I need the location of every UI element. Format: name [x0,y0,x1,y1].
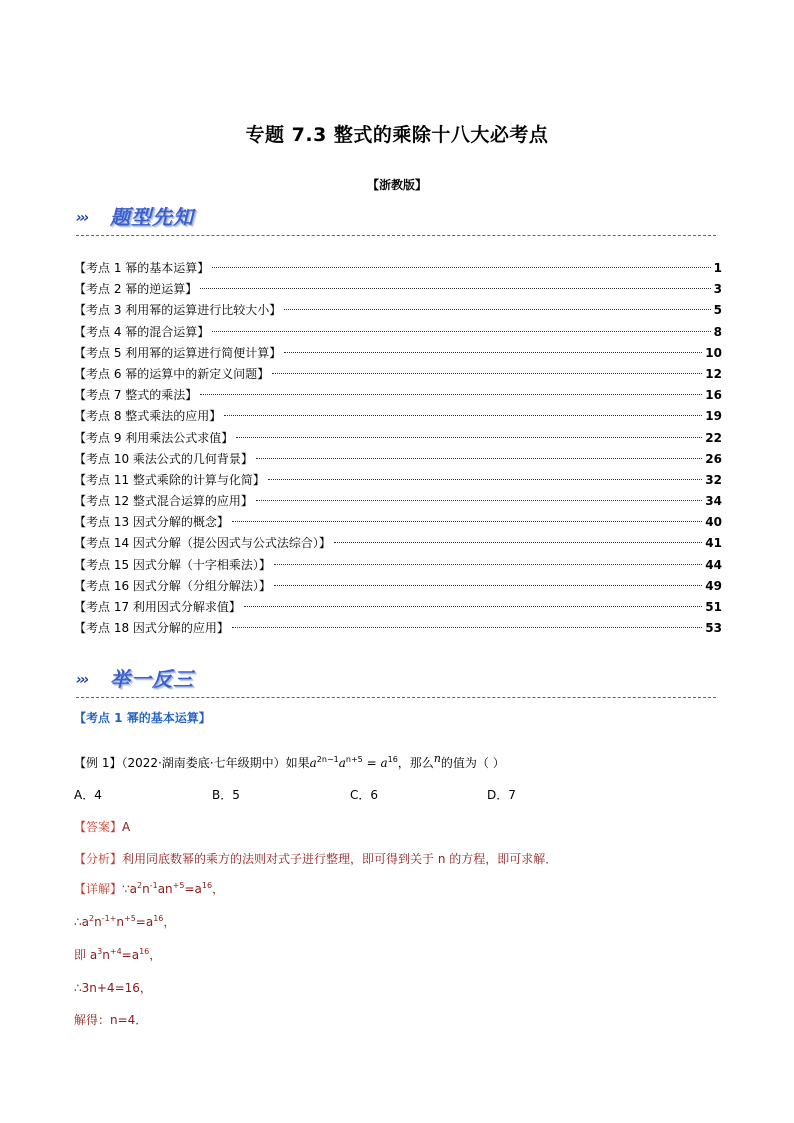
step-text: 即 a [74,948,98,962]
banner-arrows-icon: ››› [76,672,88,688]
toc-leader [268,479,702,480]
step-text: ， [149,948,162,962]
toc-item-label: 【考点 17 利用因式分解求值】 [74,600,241,614]
toc-item[interactable] [74,449,722,470]
toc-item[interactable] [74,322,722,343]
toc-item-label: 【考点 1 幂的基本运算】 [74,261,210,275]
step-text: n [142,882,150,896]
section-heading: 【考点 1 幂的基本运算】 [74,711,211,725]
step-text: ∴3n+4=16， [74,981,152,995]
toc-item[interactable] [74,343,722,364]
toc-item[interactable] [74,258,722,279]
step-exponent: 16 [201,881,213,890]
formula-exponent: n+5 [345,755,363,764]
step-exponent: 3 [97,947,103,956]
toc-item[interactable] [74,576,722,597]
toc-item-label: 【考点 6 幂的运算中的新定义问题】 [74,366,270,381]
option-c[interactable]: C．6 [350,788,379,802]
formula-exponent: 16 [387,755,398,764]
toc-item-page: 22 [705,430,722,445]
toc-item[interactable] [74,428,722,449]
formula-exponent: 2n−1 [316,755,339,764]
question-suffix: ，那么 [397,756,434,770]
toc-item-label: 【考点 5 利用幂的运算进行简便计算】 [74,345,282,360]
toc-item-page: 40 [705,515,722,530]
detail-step-4 [74,979,152,996]
toc-leader [212,267,710,268]
formula-base: a [338,756,346,770]
toc-item-label: 【考点 14 因式分解（提公因式与公式法综合）】 [74,536,331,551]
toc-item-label: 【考点 3 利用幂的运算进行比较大小】 [74,303,282,318]
toc-leader [274,564,702,565]
toc-item-page: 44 [705,557,722,572]
step-exponent: -1 [149,881,158,890]
step-exponent: +5 [172,881,185,890]
toc-item-label: 【考点 4 幂的混合运算】 [74,324,210,339]
option-d[interactable]: D．7 [487,788,516,802]
step-exponent: 16 [153,914,164,923]
toc-item[interactable] [74,279,722,300]
step-text: =a [121,948,140,962]
option-a[interactable]: A．4 [74,788,102,802]
toc-item-label: 【考点 18 因式分解的应用】 [74,621,229,636]
toc-leader [232,521,702,522]
toc-item[interactable] [74,618,722,639]
toc-leader [284,352,702,353]
toc-item[interactable] [74,364,722,385]
toc-item-page: 41 [705,536,722,551]
toc-item[interactable] [74,555,722,576]
toc-leader [244,606,702,607]
toc-leader [334,542,702,543]
toc-item-label: 【考点 12 整式混合运算的应用】 [74,494,253,509]
toc-leader [256,458,702,459]
example-question [74,752,505,771]
toc-item-page: 5 [713,303,722,318]
toc-leader [274,585,702,586]
toc-leader [272,373,702,374]
step-exponent: -1+ [101,914,117,923]
toc-item-page: 12 [705,366,722,381]
step-exponent: 2 [89,914,95,923]
analysis-text: 利用同底数幂的乘方的法则对式子进行整理，即可得到关于 n 的方程，即可求解． [122,852,558,866]
toc-item-label: 【考点 15 因式分解（十字相乘法）】 [74,557,271,572]
toc-item[interactable] [74,385,722,406]
toc-item-label: 【考点 9 利用乘法公式求值】 [74,430,234,445]
toc-leader [224,415,702,416]
toc-item[interactable] [74,300,722,321]
toc-item-page: 26 [705,451,722,466]
toc-leader [200,288,710,289]
toc-leader [200,394,702,395]
toc-item-page: 49 [705,578,722,593]
toc-item-page: 8 [713,324,722,339]
step-text: an [157,882,173,896]
question-suffix: 的值为（ ） [440,756,505,770]
edition-label: 【浙教版】 [366,178,427,192]
toc-item[interactable] [74,597,722,618]
banner-practice-text: 举一反三 [110,667,194,691]
toc-leader [256,500,702,501]
table-of-contents [74,258,722,639]
step-text: =a [135,915,154,929]
step-text: ， [212,882,225,896]
toc-item-label: 【考点 11 整式乘除的计算与化简】 [74,472,265,487]
detail-step-3 [74,946,161,963]
step-text: ， [163,915,176,929]
toc-item-label: 【考点 13 因式分解的概念】 [74,515,229,530]
toc-item-page: 34 [705,494,722,509]
toc-item[interactable] [74,533,722,554]
toc-item-label: 【考点 8 整式乘法的应用】 [74,409,222,424]
toc-item[interactable] [74,470,722,491]
question-prefix: 【例 1】（2022·湖南娄底·七年级期中）如果 [74,756,310,770]
toc-item[interactable] [74,491,722,512]
detail-step-1 [74,880,224,897]
step-exponent: +5 [124,914,136,923]
detail-step-5 [74,1011,147,1028]
formula-equals: = a [362,756,388,770]
toc-item-page: 10 [705,345,722,360]
toc-item-page: 32 [705,472,722,487]
answer-line [74,818,130,835]
banner-preview [76,200,716,230]
toc-item-label: 【考点 2 幂的逆运算】 [74,282,198,297]
toc-item-page: 53 [705,621,722,636]
step-text: ∴a [74,915,89,929]
toc-item-label: 【考点 7 整式的乘法】 [74,388,198,403]
step-exponent: +4 [109,947,122,956]
toc-item-page: 51 [705,600,722,614]
banner-practice [76,662,716,692]
step-text: n [116,915,124,929]
banner-preview-text: 题型先知 [110,205,194,229]
toc-item[interactable] [74,512,722,533]
step-text: n [102,948,110,962]
step-exponent: 16 [139,947,150,956]
step-text: n [94,915,102,929]
detail-tag: 【详解】 [74,882,123,896]
toc-item-page: 16 [705,388,722,403]
toc-item-label: 【考点 16 因式分解（分组分解法）】 [74,578,271,593]
banner-divider [76,235,716,236]
toc-item-page: 19 [705,409,722,424]
variable-n: n [433,752,441,765]
toc-item-page: 3 [713,282,722,297]
step-text: =a [184,882,202,896]
answer-value: A [122,820,131,834]
formula-base: a [309,756,317,770]
toc-leader [284,309,710,310]
toc-item-page: 1 [713,261,722,275]
step-text: ∵a [122,882,138,896]
step-exponent: 2 [137,881,143,890]
answer-tag: 【答案】 [74,820,123,834]
toc-item[interactable] [74,406,722,427]
option-b[interactable]: B．5 [212,788,240,802]
step-text: 解得：n=4． [74,1013,148,1027]
toc-item-label: 【考点 10 乘法公式的几何背景】 [74,451,253,466]
analysis-tag: 【分析】 [74,852,123,866]
page-title: 专题 7.3 整式的乘除十八大必考点 [245,124,549,146]
toc-leader [212,331,710,332]
analysis-line [74,850,557,867]
detail-step-2 [74,913,175,930]
toc-leader [232,627,702,628]
banner-arrows-icon: ››› [76,210,88,226]
toc-leader [236,437,702,438]
banner-divider [76,697,716,698]
